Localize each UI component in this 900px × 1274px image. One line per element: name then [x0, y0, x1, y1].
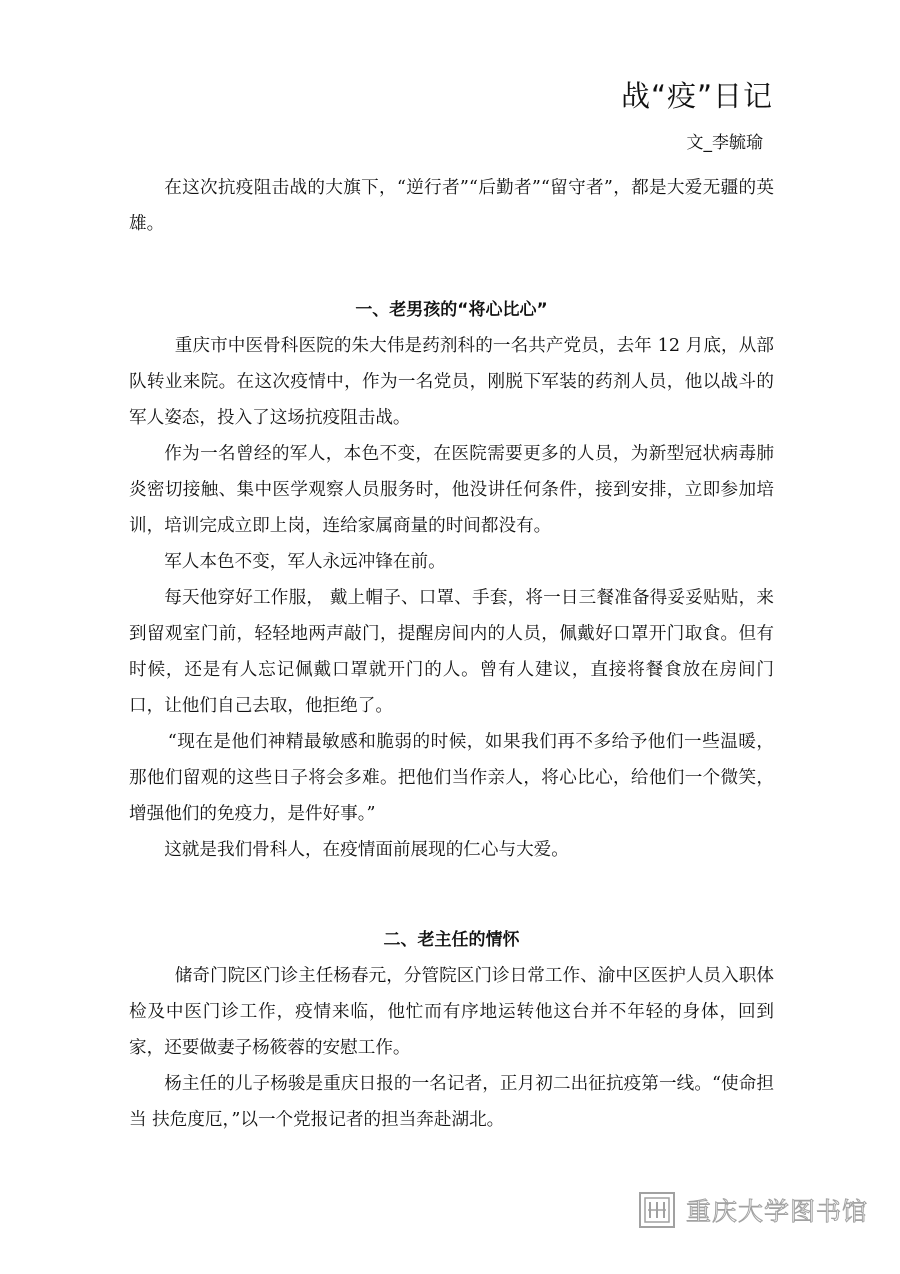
section-1-paragraph-4: 每天他穿好工作服， 戴上帽子、口罩、手套，将一日三餐准备得妥妥贴贴，来到留观室门前，轻轻地两声敲门，提醒房间内的人员，佩戴好口罩开门取食。但有时候，还是有人忘记佩戴口罩就开门的人。曾有人建议，直接将餐食放在房间门口，让他们自己去取，他拒绝了。 [129, 588, 774, 716]
document-body [129, 170, 774, 1138]
section-1-paragraph-1: 重庆市中医骨科医院的朱大伟是药剂科的一名共产党员，去年 12 月底，从部队转业来院。在这次疫情中，作为一名党员，刚脱下军装的药剂人员，他以战斗的军人姿态，投入了这场抗疫阻击战。 [129, 336, 774, 428]
spacer [129, 868, 774, 922]
section-heading-1: 一、老男孩的“将心比心” [355, 300, 548, 320]
section-1-paragraph-5: “现在是他们神精最敏感和脆弱的时候，如果我们再不多给予他们一些温暖，那他们留观的这些日子将会多难。把他们当作亲人，将心比心，给他们一个微笑，增强他们的免疫力，是件好事。” [129, 732, 774, 824]
spacer [129, 242, 774, 292]
document-title: 战“疫”日记 [620, 79, 773, 113]
section-heading-2: 二、老主任的情怀 [383, 930, 520, 950]
section-1-paragraph-3: 军人本色不变，军人永远冲锋在前。 [164, 552, 446, 572]
watermark-text: 重庆大学图书馆 [686, 1197, 869, 1226]
document-author: 文_李毓瑜 [686, 133, 763, 153]
section-2-paragraph-1: 储奇门院区门诊主任杨春元，分管院区门诊日常工作、渝中区医护人员入职体检及中医门诊工作，疫情来临，他忙而有序地运转他这台并不年轻的身体，回到家，还要做妻子杨筱蓉的安慰工作。 [129, 966, 774, 1058]
section-2-paragraph-2: 杨主任的儿子杨骏是重庆日报的一名记者，正月初二出征抗疫第一线。“使命担当 扶危度厄，”以一个党报记者的担当奔赴湖北。 [129, 1074, 774, 1130]
library-seal-icon [638, 1191, 676, 1229]
section-1-paragraph-6: 这就是我们骨科人，在疫情面前展现的仁心与大爱。 [164, 840, 569, 860]
intro-paragraph: 在这次抗疫阻击战的大旗下，“逆行者”“后勤者”“留守者”，都是大爱无疆的英雄。 [129, 178, 774, 234]
library-watermark [638, 1191, 868, 1229]
section-1-paragraph-2: 作为一名曾经的军人，本色不变，在医院需要更多的人员，为新型冠状病毒肺炎密切接触、集中医学观察人员服务时，他没讲任何条件，接到安排，立即参加培训，培训完成立即上岗，连给家属商量的时间都没有。 [129, 444, 774, 536]
